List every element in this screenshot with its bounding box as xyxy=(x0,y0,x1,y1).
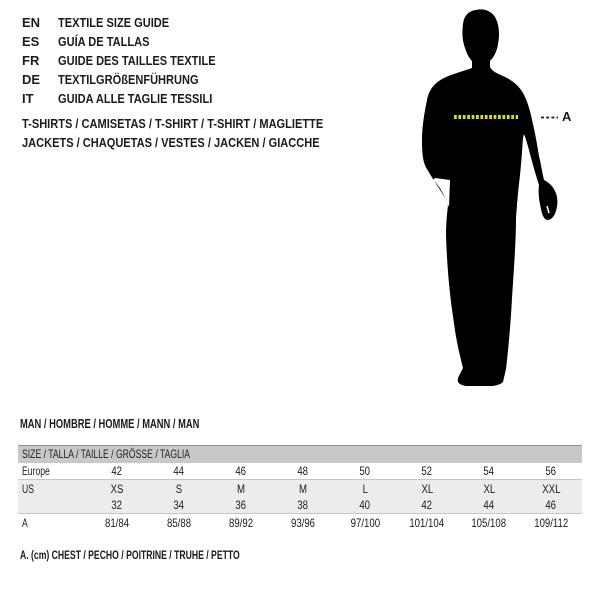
language-label: TEXTILGRÖßENFÜHRUNG xyxy=(58,72,199,87)
language-code: ES xyxy=(22,34,40,49)
table-cell: 97/100 xyxy=(350,515,380,530)
table-cell: 44 xyxy=(173,464,185,478)
language-code: FR xyxy=(22,53,40,68)
measurement-label-a: A xyxy=(562,109,572,124)
section-title: MAN / HOMBRE / HOMME / MANN / MAN xyxy=(20,416,200,431)
table-cell: 38 xyxy=(297,498,309,512)
language-code: DE xyxy=(22,72,41,87)
language-row-fr xyxy=(22,51,243,70)
language-code: EN xyxy=(22,15,41,30)
table-cell: 93/96 xyxy=(290,515,316,530)
measurement-footnote: A. (cm) CHEST / PECHO / POITRINE / TRUHE / PETTO xyxy=(20,548,240,562)
garment-categories xyxy=(22,114,376,152)
language-code: IT xyxy=(22,91,34,106)
table-cell: 46 xyxy=(235,464,247,478)
man-silhouette xyxy=(420,8,570,386)
row-label: Europe xyxy=(22,464,50,478)
row-label: US xyxy=(22,481,35,496)
size-table xyxy=(18,445,582,531)
size-table-header: SIZE / TALLA / TAILLE / GRÖSSE / TAGLIA xyxy=(18,445,582,463)
table-cell: M xyxy=(237,481,245,496)
table-cell: 32 xyxy=(111,498,123,512)
language-label: TEXTILE SIZE GUIDE xyxy=(58,15,170,30)
table-cell: 52 xyxy=(421,464,433,478)
language-row-de xyxy=(22,70,243,89)
language-label: GUIDE DES TAILLES TEXTILE xyxy=(58,53,216,68)
language-list xyxy=(22,13,243,108)
language-row-es xyxy=(22,32,243,51)
table-cell: 36 xyxy=(235,498,247,512)
table-cell: XXL xyxy=(541,481,561,496)
table-cell: 42 xyxy=(111,464,123,478)
row-label xyxy=(18,498,86,512)
language-label: GUIDA ALLE TAGLIE TESSILI xyxy=(58,91,213,106)
language-row-en xyxy=(22,13,243,32)
table-cell: 44 xyxy=(483,498,495,512)
table-cell: 34 xyxy=(173,498,185,512)
table-cell: XS xyxy=(110,481,124,496)
table-cell: 101/104 xyxy=(409,515,445,530)
table-row-chest xyxy=(18,514,582,531)
table-row-numeric xyxy=(18,497,582,514)
language-label: GUÍA DE TALLAS xyxy=(58,34,150,49)
arm-body-gap-notch xyxy=(433,178,450,207)
table-cell: XL xyxy=(483,481,495,496)
table-row-europe xyxy=(18,463,582,480)
table-cell: 54 xyxy=(483,464,495,478)
table-cell: 81/84 xyxy=(104,515,130,530)
table-cell: 89/92 xyxy=(228,515,254,530)
category-tshirts: T-SHIRTS / CAMISETAS / T-SHIRT / T-SHIRT / MAGLIETTE xyxy=(22,116,324,131)
table-cell: S xyxy=(175,481,183,496)
table-row-us xyxy=(18,480,582,497)
category-jackets: JACKETS / CHAQUETAS / VESTES / JACKEN / GIACCHE xyxy=(22,135,320,150)
table-cell: 85/88 xyxy=(166,515,192,530)
table-cell: L xyxy=(362,481,368,496)
table-cell: XL xyxy=(421,481,433,496)
row-label: A xyxy=(22,515,28,530)
language-row-it xyxy=(22,89,243,108)
table-cell: M xyxy=(299,481,307,496)
table-cell: 50 xyxy=(359,464,371,478)
table-cell: 42 xyxy=(421,498,433,512)
table-cell: 56 xyxy=(545,464,557,478)
table-cell: 40 xyxy=(359,498,371,512)
table-cell: 109/112 xyxy=(534,515,568,530)
table-cell: 48 xyxy=(297,464,309,478)
table-cell: 46 xyxy=(545,498,557,512)
table-cell: 105/108 xyxy=(471,515,507,530)
man-silhouette-body xyxy=(422,9,557,386)
